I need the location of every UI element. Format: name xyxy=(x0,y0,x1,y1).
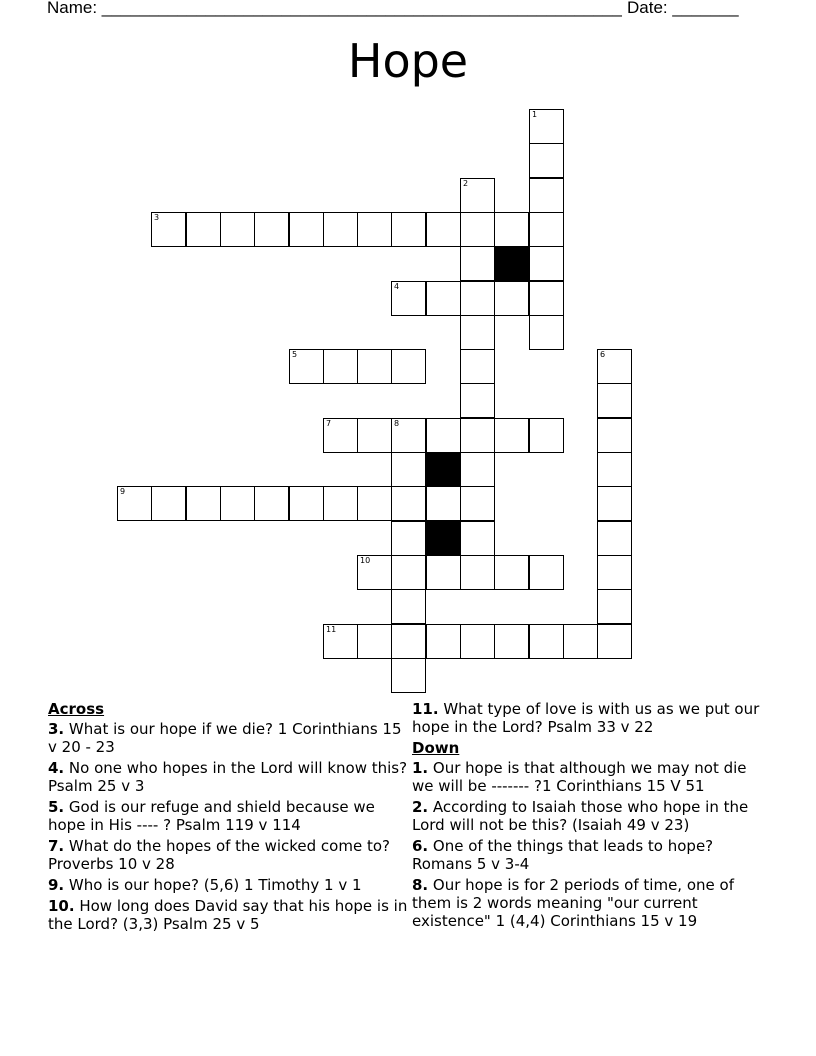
grid-cell[interactable] xyxy=(357,555,392,590)
clue-number: 2 xyxy=(463,179,469,188)
grid-cell[interactable] xyxy=(357,418,392,453)
grid-cell[interactable] xyxy=(391,624,426,659)
grid-cell[interactable] xyxy=(529,178,564,213)
clue-down-2: 2. According to Isaiah those who hope in the Lord will not be this? (Isaiah 49 v 23) xyxy=(412,798,749,834)
grid-cell[interactable] xyxy=(460,624,495,659)
grid-cell[interactable] xyxy=(529,418,564,453)
grid-cell[interactable] xyxy=(323,486,358,521)
grid-cell[interactable] xyxy=(460,246,495,281)
grid-cell[interactable] xyxy=(186,486,221,521)
grid-cell[interactable] xyxy=(357,212,392,247)
clue-number: 10 xyxy=(360,556,371,565)
grid-cell[interactable] xyxy=(494,418,529,453)
grid-cell[interactable] xyxy=(529,315,564,350)
clue-across-4: 4. No one who hopes in the Lord will know this? Psalm 25 v 3 xyxy=(48,759,408,795)
name-line[interactable]: _______________________________________________________ xyxy=(101,0,622,17)
black-cell xyxy=(426,452,461,487)
grid-cell[interactable] xyxy=(391,212,426,247)
grid-cell[interactable] xyxy=(289,212,324,247)
grid-cell[interactable] xyxy=(220,486,255,521)
grid-cell[interactable] xyxy=(426,624,461,659)
clue-across-3: 3. What is our hope if we die? 1 Corinthians 15 v 20 - 23 xyxy=(48,720,402,756)
grid-cell[interactable] xyxy=(391,281,426,316)
grid-cell[interactable] xyxy=(529,212,564,247)
grid-cell[interactable] xyxy=(597,383,632,418)
grid-cell[interactable] xyxy=(357,624,392,659)
grid-cell[interactable] xyxy=(426,212,461,247)
grid-cell[interactable] xyxy=(529,281,564,316)
grid-cell[interactable] xyxy=(323,212,358,247)
grid-cell[interactable] xyxy=(186,212,221,247)
grid-cell[interactable] xyxy=(460,281,495,316)
grid-cell[interactable] xyxy=(391,452,426,487)
grid-cell[interactable] xyxy=(254,486,289,521)
grid-cell[interactable] xyxy=(220,212,255,247)
clue-number: 6 xyxy=(600,350,606,359)
grid-cell[interactable] xyxy=(426,281,461,316)
grid-cell[interactable] xyxy=(117,486,152,521)
grid-cell[interactable] xyxy=(357,349,392,384)
grid-cell[interactable] xyxy=(391,589,426,624)
name-label: Name: xyxy=(47,0,102,17)
grid-cell[interactable] xyxy=(460,178,495,213)
grid-cell[interactable] xyxy=(529,624,564,659)
grid-cell[interactable] xyxy=(597,624,632,659)
grid-cell[interactable] xyxy=(597,521,632,556)
grid-cell[interactable] xyxy=(494,281,529,316)
grid-cell[interactable] xyxy=(323,349,358,384)
grid-cell[interactable] xyxy=(391,349,426,384)
grid-cell[interactable] xyxy=(597,349,632,384)
grid-cell[interactable] xyxy=(529,555,564,590)
grid-cell[interactable] xyxy=(254,212,289,247)
clue-down-1: 1. Our hope is that although we may not die we will be ------- ?1 Corinthians 15 V 51 xyxy=(412,759,747,795)
grid-cell[interactable] xyxy=(529,143,564,178)
clue-across-7: 7. What do the hopes of the wicked come to? Proverbs 10 v 28 xyxy=(48,837,390,873)
grid-cell[interactable] xyxy=(391,658,426,693)
clues-right-column xyxy=(412,700,772,933)
down-heading: Down xyxy=(412,739,460,757)
clue-number: 1 xyxy=(532,110,538,119)
clue-down-8: 8. Our hope is for 2 periods of time, one of them is 2 words meaning "our current existence" 1 (4,4) Corinthians 15 v 19 xyxy=(412,876,734,930)
grid-cell[interactable] xyxy=(289,486,324,521)
grid-cell[interactable] xyxy=(151,486,186,521)
date-label: Date: xyxy=(627,0,673,17)
grid-cell[interactable] xyxy=(426,418,461,453)
grid-cell[interactable] xyxy=(323,418,358,453)
grid-cell[interactable] xyxy=(597,418,632,453)
clue-down-6: 6. One of the things that leads to hope? Romans 5 v 3-4 xyxy=(412,837,714,873)
grid-cell[interactable] xyxy=(460,486,495,521)
clue-number: 7 xyxy=(326,419,332,428)
grid-cell[interactable] xyxy=(151,212,186,247)
grid-cell[interactable] xyxy=(323,624,358,659)
black-cell xyxy=(494,246,529,281)
grid-cell[interactable] xyxy=(426,555,461,590)
grid-cell[interactable] xyxy=(529,246,564,281)
puzzle-title: Hope xyxy=(347,34,469,88)
clue-number: 8 xyxy=(394,419,400,428)
grid-cell[interactable] xyxy=(357,486,392,521)
grid-cell[interactable] xyxy=(494,624,529,659)
grid-cell[interactable] xyxy=(289,349,324,384)
clue-number: 5 xyxy=(292,350,298,359)
grid-cell[interactable] xyxy=(460,315,495,350)
grid-cell[interactable] xyxy=(391,555,426,590)
grid-cell[interactable] xyxy=(460,555,495,590)
grid-cell[interactable] xyxy=(597,589,632,624)
clue-across-5: 5. God is our refuge and shield because we hope in His ---- ? Psalm 119 v 114 xyxy=(48,798,375,834)
grid-cell[interactable] xyxy=(563,624,598,659)
date-line[interactable]: _______ xyxy=(672,0,739,17)
clue-number: 9 xyxy=(120,487,126,496)
grid-cell[interactable] xyxy=(597,555,632,590)
grid-cell[interactable] xyxy=(460,212,495,247)
grid-cell[interactable] xyxy=(460,452,495,487)
grid-cell[interactable] xyxy=(529,109,564,144)
across-heading: Across xyxy=(48,700,105,718)
grid-cell[interactable] xyxy=(391,486,426,521)
clue-number: 11 xyxy=(326,625,337,634)
clue-across-11: 11. What type of love is with us as we put our hope in the Lord? Psalm 33 v 22 xyxy=(412,700,760,736)
clue-across-10: 10. How long does David say that his hope is in the Lord? (3,3) Psalm 25 v 5 xyxy=(48,897,408,933)
clue-number: 3 xyxy=(154,213,160,222)
clues-left-column xyxy=(48,700,408,936)
grid-cell[interactable] xyxy=(460,349,495,384)
grid-cell[interactable] xyxy=(460,418,495,453)
grid-cell[interactable] xyxy=(391,418,426,453)
grid-cell[interactable] xyxy=(494,555,529,590)
grid-cell[interactable] xyxy=(460,383,495,418)
clue-number: 4 xyxy=(394,282,400,291)
grid-cell[interactable] xyxy=(597,486,632,521)
grid-cell[interactable] xyxy=(494,212,529,247)
black-cell xyxy=(426,521,461,556)
grid-cell[interactable] xyxy=(426,486,461,521)
clue-across-9: 9. Who is our hope? (5,6) 1 Timothy 1 v 1 xyxy=(48,876,362,894)
grid-cell[interactable] xyxy=(460,521,495,556)
grid-cell[interactable] xyxy=(391,521,426,556)
grid-cell[interactable] xyxy=(597,452,632,487)
